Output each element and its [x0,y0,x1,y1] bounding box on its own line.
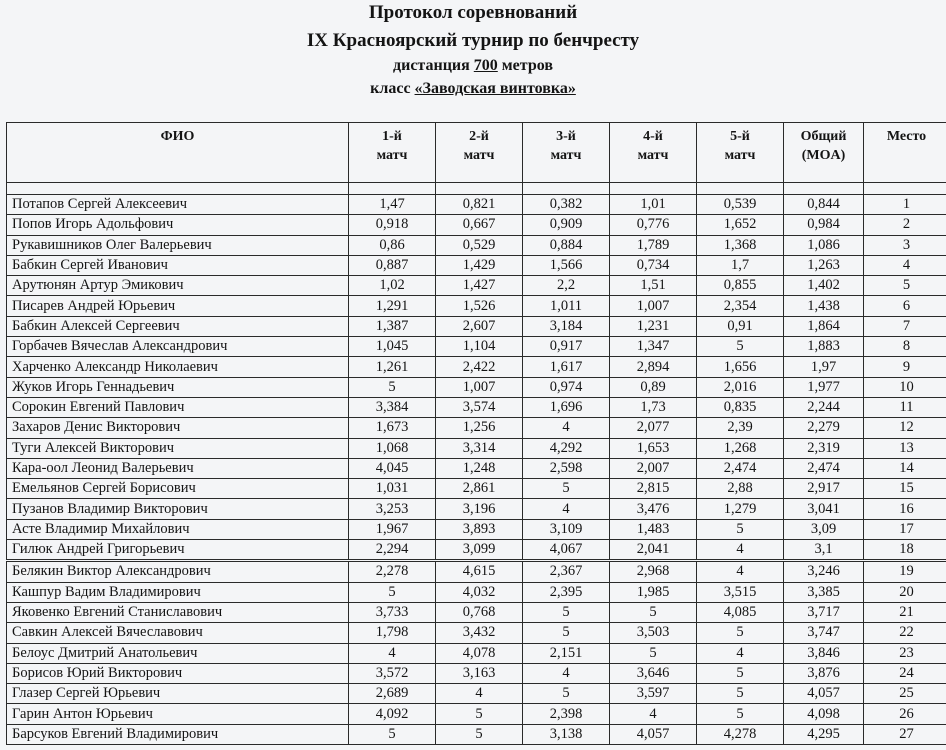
cell-match-1: 1,02 [349,276,436,296]
cell-name: Жуков Игорь Геннадьевич [7,377,349,397]
cell-match-4: 4,057 [610,724,697,744]
cell-match-3: 1,011 [523,296,610,316]
cell-place: 23 [864,643,946,663]
cell-match-1: 1,673 [349,418,436,438]
cell-match-3: 4 [523,499,610,519]
cell-match-3: 2,395 [523,582,610,602]
cell-match-1: 3,572 [349,663,436,683]
cell-match-5: 2,39 [697,418,784,438]
cell-match-3: 4,292 [523,438,610,458]
cell-match-3: 0,884 [523,235,610,255]
cell-total: 1,977 [784,377,864,397]
cell-match-4: 3,476 [610,499,697,519]
cell-match-5: 4 [697,643,784,663]
cell-name: Яковенко Евгений Станиславович [7,602,349,622]
cell-match-5: 1,268 [697,438,784,458]
cell-match-4: 1,347 [610,337,697,357]
cell-match-2: 3,314 [436,438,523,458]
table-row [7,337,946,357]
col-header-match-5: 5-й матч [697,123,784,183]
cell-match-4: 1,01 [610,195,697,215]
cell-match-2: 4,615 [436,561,523,582]
cell-total: 3,717 [784,602,864,622]
cell-place: 9 [864,357,946,377]
cell-total: 3,747 [784,623,864,643]
cell-name: Белоус Дмитрий Анатольевич [7,643,349,663]
cell-name: Туги Алексей Викторович [7,438,349,458]
table-row [7,296,946,316]
cell-match-4: 2,041 [610,540,697,561]
cell-total: 1,086 [784,235,864,255]
cell-match-3: 3,109 [523,519,610,539]
cell-name: Асте Владимир Михайлович [7,519,349,539]
cell-match-5: 4 [697,540,784,561]
cell-match-5: 0,539 [697,195,784,215]
cell-name: Попов Игорь Адольфович [7,215,349,235]
cell-match-1: 1,798 [349,623,436,643]
cell-place: 4 [864,255,946,275]
cell-match-2: 2,422 [436,357,523,377]
cell-match-5: 0,835 [697,397,784,417]
cell-match-4: 0,734 [610,255,697,275]
col-header-total: Общий (MOA) [784,123,864,183]
cell-match-5: 4 [697,561,784,582]
tournament-title: IX Красноярский турнир по бенчресту [306,30,640,51]
cell-total: 3,246 [784,561,864,582]
cell-match-3: 2,367 [523,561,610,582]
cell-place: 13 [864,438,946,458]
cell-match-4: 5 [610,602,697,622]
cell-match-3: 2,151 [523,643,610,663]
cell-place: 2 [864,215,946,235]
cell-total: 1,883 [784,337,864,357]
cell-match-5: 2,474 [697,458,784,478]
cell-match-2: 1,256 [436,418,523,438]
cell-place: 19 [864,561,946,582]
cell-match-4: 1,483 [610,519,697,539]
cell-total: 0,984 [784,215,864,235]
table-body [7,195,946,745]
table-row [7,195,946,215]
cell-match-4: 3,597 [610,684,697,704]
cell-match-2: 1,427 [436,276,523,296]
cell-match-5: 5 [697,684,784,704]
class-line [0,80,946,98]
table-row [7,215,946,235]
class-value: «Заводская винтовка» [414,80,576,97]
cell-match-2: 3,196 [436,499,523,519]
col-header-name: ФИО [7,123,349,183]
cell-match-2: 1,248 [436,458,523,478]
cell-match-1: 1,031 [349,479,436,499]
cell-name: Белякин Виктор Александрович [7,561,349,582]
cell-match-5: 1,656 [697,357,784,377]
cell-match-5: 1,368 [697,235,784,255]
cell-place: 17 [864,519,946,539]
cell-match-3: 5 [523,602,610,622]
cell-total: 4,295 [784,724,864,744]
cell-match-1: 0,918 [349,215,436,235]
cell-name: Кара-оол Леонид Валерьевич [7,458,349,478]
distance-line [0,57,946,75]
cell-total: 4,057 [784,684,864,704]
cell-match-5: 5 [697,623,784,643]
cell-match-3: 1,617 [523,357,610,377]
cell-place: 27 [864,724,946,744]
cell-total: 3,385 [784,582,864,602]
cell-match-2: 2,861 [436,479,523,499]
cell-place: 3 [864,235,946,255]
cell-match-3: 5 [523,684,610,704]
cell-match-5: 0,855 [697,276,784,296]
cell-match-3: 4 [523,418,610,438]
cell-place: 21 [864,602,946,622]
cell-match-4: 0,89 [610,377,697,397]
cell-match-2: 1,104 [436,337,523,357]
cell-match-2: 2,607 [436,316,523,336]
table-row [7,623,946,643]
table-row [7,418,946,438]
cell-match-1: 0,887 [349,255,436,275]
class-prefix: класс [370,80,415,97]
col-header-match-3: 3-й матч [523,123,610,183]
cell-match-2: 3,432 [436,623,523,643]
cell-name: Горбачев Вячеслав Александрович [7,337,349,357]
col-header-match-2: 2-й матч [436,123,523,183]
cell-total: 1,402 [784,276,864,296]
cell-match-2: 4 [436,684,523,704]
cell-match-5: 4,278 [697,724,784,744]
cell-match-1: 1,068 [349,438,436,458]
cell-name: Бабкин Сергей Иванович [7,255,349,275]
cell-match-4: 2,007 [610,458,697,478]
cell-name: Савкин Алексей Вячеславович [7,623,349,643]
cell-match-2: 0,667 [436,215,523,235]
cell-total: 3,876 [784,663,864,683]
table-row [7,663,946,683]
cell-match-3: 0,917 [523,337,610,357]
cell-match-4: 1,653 [610,438,697,458]
cell-match-2: 0,768 [436,602,523,622]
cell-name: Арутюнян Артур Эмикович [7,276,349,296]
cell-total: 4,098 [784,704,864,724]
distance-value: 700 [473,57,498,74]
distance-prefix: дистанция [393,57,474,74]
col-header-place: Место [864,123,946,183]
cell-match-2: 3,099 [436,540,523,561]
cell-match-4: 2,815 [610,479,697,499]
table-header [7,123,946,195]
cell-match-2: 3,893 [436,519,523,539]
cell-match-1: 1,261 [349,357,436,377]
cell-match-5: 1,7 [697,255,784,275]
cell-place: 25 [864,684,946,704]
cell-name: Захаров Денис Викторович [7,418,349,438]
cell-total: 3,1 [784,540,864,561]
table-row [7,377,946,397]
results-table [6,122,946,745]
cell-match-4: 3,646 [610,663,697,683]
cell-match-3: 3,184 [523,316,610,336]
cell-name: Сорокин Евгений Павлович [7,397,349,417]
cell-match-5: 0,91 [697,316,784,336]
cell-match-3: 3,138 [523,724,610,744]
cell-place: 15 [864,479,946,499]
cell-match-4: 0,776 [610,215,697,235]
cell-match-2: 1,007 [436,377,523,397]
cell-match-1: 3,733 [349,602,436,622]
cell-match-1: 1,967 [349,519,436,539]
cell-name: Глазер Сергей Юрьевич [7,684,349,704]
cell-match-4: 1,73 [610,397,697,417]
cell-place: 12 [864,418,946,438]
table-row [7,704,946,724]
cell-match-1: 2,689 [349,684,436,704]
cell-name: Потапов Сергей Алексеевич [7,195,349,215]
cell-match-4: 1,985 [610,582,697,602]
table-row [7,255,946,275]
cell-name: Бабкин Алексей Сергеевич [7,316,349,336]
cell-match-1: 5 [349,582,436,602]
table-row [7,540,946,561]
cell-place: 16 [864,499,946,519]
cell-match-2: 4,078 [436,643,523,663]
cell-match-3: 2,2 [523,276,610,296]
cell-match-2: 3,574 [436,397,523,417]
cell-name: Рукавишников Олег Валерьевич [7,235,349,255]
cell-match-2: 1,429 [436,255,523,275]
cell-match-1: 1,045 [349,337,436,357]
cell-match-3: 0,974 [523,377,610,397]
cell-place: 10 [864,377,946,397]
cell-place: 7 [864,316,946,336]
cell-match-4: 2,894 [610,357,697,377]
cell-match-5: 1,652 [697,215,784,235]
cell-name: Кашпур Вадим Владимирович [7,582,349,602]
cell-match-3: 1,696 [523,397,610,417]
cell-place: 18 [864,540,946,561]
table-row [7,684,946,704]
cell-match-5: 1,279 [697,499,784,519]
cell-match-5: 5 [697,337,784,357]
cell-total: 3,041 [784,499,864,519]
cell-match-1: 3,253 [349,499,436,519]
cell-match-4: 1,51 [610,276,697,296]
cell-place: 11 [864,397,946,417]
cell-match-5: 2,354 [697,296,784,316]
cell-match-1: 1,47 [349,195,436,215]
distance-suffix: метров [497,57,553,74]
cell-total: 3,09 [784,519,864,539]
cell-match-4: 1,789 [610,235,697,255]
cell-match-2: 0,529 [436,235,523,255]
cell-place: 24 [864,663,946,683]
cell-total: 2,319 [784,438,864,458]
table-row [7,235,946,255]
table-row [7,276,946,296]
table-row [7,438,946,458]
cell-match-3: 4 [523,663,610,683]
cell-place: 26 [864,704,946,724]
cell-total: 1,97 [784,357,864,377]
table-row [7,458,946,478]
cell-match-5: 5 [697,704,784,724]
cell-match-1: 4,092 [349,704,436,724]
table-row [7,316,946,336]
col-header-match-1: 1-й матч [349,123,436,183]
cell-match-1: 1,387 [349,316,436,336]
cell-place: 6 [864,296,946,316]
cell-total: 1,438 [784,296,864,316]
cell-match-5: 2,016 [697,377,784,397]
table-row [7,643,946,663]
cell-total: 2,474 [784,458,864,478]
table-row [7,602,946,622]
cell-match-1: 3,384 [349,397,436,417]
cell-place: 5 [864,276,946,296]
cell-place: 8 [864,337,946,357]
cell-match-5: 3,515 [697,582,784,602]
cell-match-1: 0,86 [349,235,436,255]
cell-match-4: 3,503 [610,623,697,643]
table-row [7,357,946,377]
cell-total: 2,244 [784,397,864,417]
cell-total: 1,263 [784,255,864,275]
table-row [7,519,946,539]
cell-match-1: 1,291 [349,296,436,316]
cell-place: 20 [864,582,946,602]
cell-match-4: 1,007 [610,296,697,316]
cell-match-1: 5 [349,724,436,744]
cell-place: 1 [864,195,946,215]
cell-name: Гилюк Андрей Григорьевич [7,540,349,561]
cell-match-2: 5 [436,724,523,744]
cell-total: 2,279 [784,418,864,438]
table-row [7,561,946,582]
cell-match-5: 2,88 [697,479,784,499]
cell-match-3: 0,909 [523,215,610,235]
cell-match-2: 1,526 [436,296,523,316]
cell-match-2: 3,163 [436,663,523,683]
cell-match-3: 5 [523,479,610,499]
cell-match-4: 2,077 [610,418,697,438]
protocol-title: Протокол соревнований [368,2,578,23]
cell-total: 3,846 [784,643,864,663]
cell-name: Борисов Юрий Викторович [7,663,349,683]
cell-match-2: 0,821 [436,195,523,215]
table-row [7,479,946,499]
cell-match-4: 4 [610,704,697,724]
cell-match-4: 2,968 [610,561,697,582]
cell-match-1: 4,045 [349,458,436,478]
cell-match-3: 0,382 [523,195,610,215]
cell-total: 1,864 [784,316,864,336]
cell-match-3: 2,398 [523,704,610,724]
table-row [7,724,946,744]
cell-total: 2,917 [784,479,864,499]
cell-match-3: 1,566 [523,255,610,275]
cell-match-4: 1,231 [610,316,697,336]
col-header-match-4: 4-й матч [610,123,697,183]
cell-name: Гарин Антон Юрьевич [7,704,349,724]
cell-match-3: 4,067 [523,540,610,561]
cell-name: Пузанов Владимир Викторович [7,499,349,519]
cell-match-3: 2,598 [523,458,610,478]
cell-name: Писарев Андрей Юрьевич [7,296,349,316]
cell-name: Харченко Александр Николаевич [7,357,349,377]
cell-match-1: 2,294 [349,540,436,561]
table-row [7,499,946,519]
cell-match-1: 4 [349,643,436,663]
cell-match-1: 5 [349,377,436,397]
cell-match-5: 4,085 [697,602,784,622]
cell-match-5: 5 [697,663,784,683]
cell-total: 0,844 [784,195,864,215]
cell-match-3: 5 [523,623,610,643]
table-row [7,582,946,602]
cell-name: Барсуков Евгений Владимирович [7,724,349,744]
table-row [7,397,946,417]
cell-place: 22 [864,623,946,643]
cell-match-2: 5 [436,704,523,724]
cell-place: 14 [864,458,946,478]
cell-match-2: 4,032 [436,582,523,602]
cell-match-5: 5 [697,519,784,539]
cell-match-4: 5 [610,643,697,663]
cell-match-1: 2,278 [349,561,436,582]
cell-name: Емельянов Сергей Борисович [7,479,349,499]
